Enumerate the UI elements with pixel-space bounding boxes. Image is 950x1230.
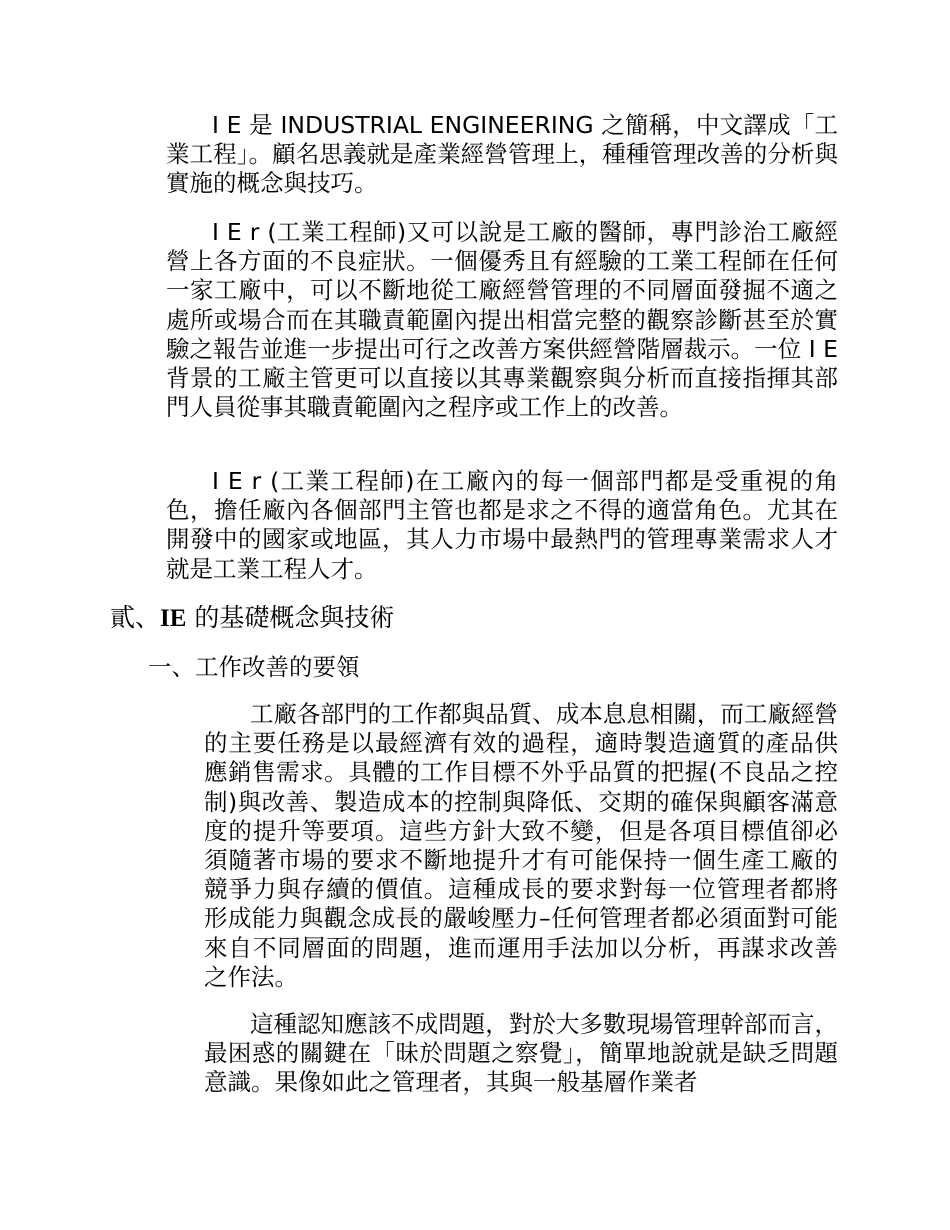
paragraph-work-improvement: 工廠各部門的工作都與品質、成本息息相關，而工廠經營的主要任務是以最經濟有效的過程，適時製造適質的產品供應銷售需求。具體的工作目標不外乎品質的把握(不良品之控制)與改善、製造成本的控制與降低、交期的確保與顧客滿意度的提升等要項。這些方針大致不變，但是各項目標值卻必須隨著市場的要求不斷地提升才有可能保持一個生產工廠的競爭力與存續的價值。這種成長的要求對每一位管理者都將形成能力與觀念成長的嚴峻壓力–任何管理者都必須面對可能來自不同層面的問題，進而運用手法加以分析，再謀求改善之作法。 bbox=[204, 700, 838, 991]
section-heading bbox=[110, 602, 394, 635]
paragraph-ie-engineer-demand: I E r (工業工程師)在工廠內的每一個部門都是受重視的角色，擔任廠內各個部門主管也都是求之不得的適當角色。尤其在開發中的國家或地區，其人力市場中最熱門的管理專業需求人才就是工業工程人才。 bbox=[166, 467, 838, 583]
section-title: 的基礎概念與技術 bbox=[186, 603, 395, 632]
paragraph-problem-awareness: 這種認知應該不成問題，對於大多數現場管理幹部而言，最困惑的關鍵在「昧於問題之察覺」，簡單地說就是缺乏問題意識。果像如此之管理者，其與一般基層作業者 bbox=[204, 1010, 838, 1097]
paragraph-ie-engineer-role: I E r (工業工程師)又可以說是工廠的醫師，專門診治工廠經營上各方面的不良症狀。一個優秀且有經驗的工業工程師在任何一家工廠中，可以不斷地從工廠經營管理的不同層面發掘不適之處所或場合而在其職責範圍內提出相當完整的觀察診斷甚至於實驗之報告並進一步提出可行之改善方案供經營階層裁示。一位 I E 背景的工廠主管更可以直接以其專業觀察與分析而直接指揮其部門人員從事其職責範圍內之程序或工作上的改善。 bbox=[166, 218, 838, 422]
paragraph-ie-definition: I E 是 INDUSTRIAL ENGINEERING 之簡稱，中文譯成「工業工程」。顧名思義就是產業經營管理上，種種管理改善的分析與實施的概念與技巧。 bbox=[166, 111, 838, 198]
subsection-heading: 一、工作改善的要領 bbox=[148, 653, 360, 681]
section-number: 貳、 bbox=[110, 603, 161, 632]
section-abbr: IE bbox=[160, 605, 187, 632]
